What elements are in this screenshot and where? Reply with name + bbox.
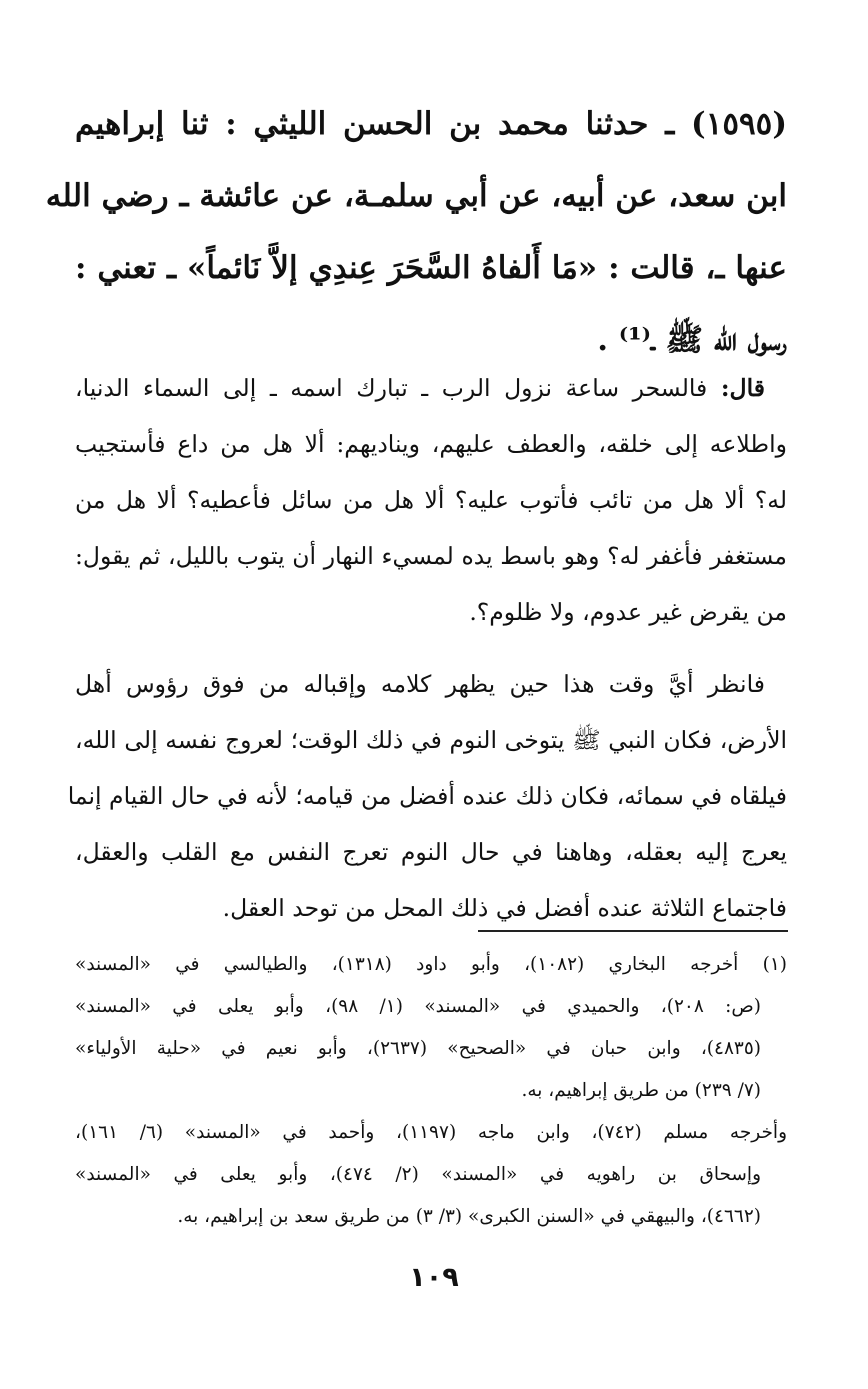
footnote-1-continued xyxy=(75,1112,787,1238)
page-number: ١٠٩ xyxy=(409,1262,459,1293)
footnote-separator xyxy=(478,930,788,932)
hadith-line: رسول الله ﷺ ـ⁽¹⁾ . xyxy=(597,322,787,358)
footnotes xyxy=(75,944,787,1238)
commentary-line: واطلاعه إلى خلقه، والعطف عليهم، ويناديهم: ألا هل من داع فأستجيب xyxy=(75,430,787,458)
footnote-line: (٤٨٣٥)، وابن حبان في «الصحيح» (٢٦٣٧)، وأبو نعيم في «حلية الأولياء» xyxy=(75,1038,761,1059)
commentary-lead-word: قال: xyxy=(720,374,765,402)
hadith-line: (١٥٩٥) ـ حدثنا محمد بن الحسن الليثي : ثنا إبراهيم xyxy=(75,106,787,142)
commentary-line: فانظر أيَّ وقت هذا حين يظهر كلامه وإقباله من فوق رؤوس أهل xyxy=(75,670,765,698)
commentary-text xyxy=(67,360,787,936)
hadith-line: عنها ـ، قالت : «مَا أَلفاهُ السَّحَرَ عِندِي إلاَّ نَائماً» ـ تعني : xyxy=(75,250,787,286)
commentary-line-text: فالسحر ساعة نزول الرب ـ تبارك اسمه ـ إلى السماء الدنيا، xyxy=(75,374,721,402)
footnote-line: (ص: ٢٠٨)، والحميدي في «المسند» (١/ ٩٨)، وأبو يعلى في «المسند» xyxy=(75,996,761,1017)
commentary-line: الأرض، فكان النبي ﷺ يتوخى النوم في ذلك الوقت؛ لعروج نفسه إلى الله، xyxy=(75,726,787,754)
hadith-line: ابن سعد، عن أبيه، عن أبي سلمـة، عن عائشة ـ رضي الله xyxy=(45,178,787,214)
commentary-line: فيلقاه في سمائه، فكان ذلك عنده أفضل من قيامه؛ لأنه في حال القيام إنما xyxy=(67,782,787,810)
commentary-line: يعرج إليه بعقله، وهاهنا في حال النوم تعرج النفس مع القلب والعقل، xyxy=(75,838,787,866)
hadith-text xyxy=(45,88,787,376)
footnote-line: (٤٦٦٢)، والبيهقي في «السنن الكبرى» (٣/ ٣) من طريق سعد بن إبراهيم، به. xyxy=(177,1206,761,1227)
commentary-line: له؟ ألا هل من تائب فأتوب عليه؟ ألا هل من سائل فأعطيه؟ ألا هل من xyxy=(75,486,787,514)
footnote-line: (١) أخرجه البخاري (١٠٨٢)، وأبو داود (١٣١٨)، والطيالسي في «المسند» xyxy=(75,954,787,975)
footnote-line: وإسحاق بن راهويه في «المسند» (٢/ ٤٧٤)، وأبو يعلى في «المسند» xyxy=(75,1164,762,1185)
commentary-line: فاجتماع الثلاثة عنده أفضل في ذلك المحل من توحد العقل. xyxy=(222,894,787,922)
commentary-line: مستغفر فأغفر له؟ وهو باسط يده لمسيء النهار أن يتوب بالليل، ثم يقول: xyxy=(75,542,787,570)
footnote-line: وأخرجه مسلم (٧٤٢)، وابن ماجه (١١٩٧)، وأحمد في «المسند» (٦/ ١٦١)، xyxy=(75,1122,788,1143)
commentary-line xyxy=(75,360,787,416)
footnote-line: (٧/ ٢٣٩) من طريق إبراهيم، به. xyxy=(521,1080,761,1101)
commentary-line: من يقرض غير عدوم، ولا ظلوم؟. xyxy=(469,598,787,626)
footnote-1 xyxy=(75,944,787,1112)
